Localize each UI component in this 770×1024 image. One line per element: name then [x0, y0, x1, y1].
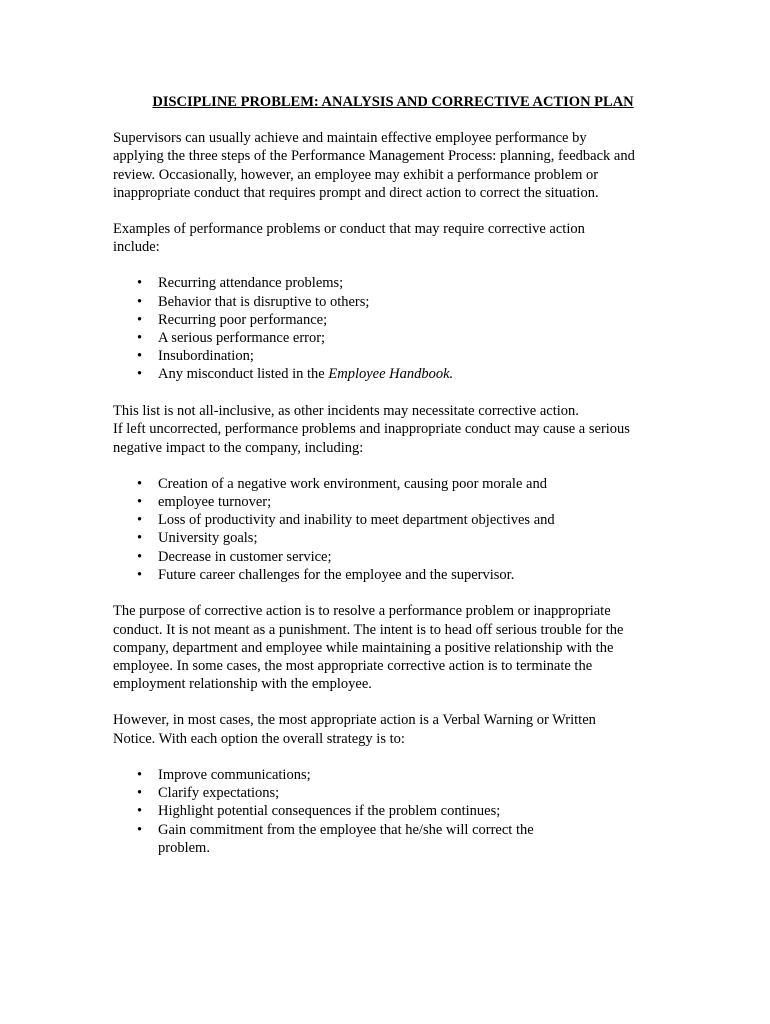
- paragraph-line: Notice. With each option the overall strategy is to:: [113, 730, 405, 747]
- list-item: [113, 475, 673, 493]
- list-item: [113, 529, 673, 547]
- paragraph-line: include:: [113, 239, 160, 256]
- bullet-icon: •: [137, 348, 143, 365]
- paragraph-line: applying the three steps of the Performance Management Process: planning, feedback and: [113, 148, 635, 165]
- paragraph-line: Examples of performance problems or conduct that may require corrective action: [113, 221, 585, 238]
- list-item-text: Gain commitment from the employee that he/she will correct the: [158, 821, 534, 838]
- bullet-icon: •: [137, 821, 143, 838]
- examples-paragraph: [113, 220, 673, 256]
- bullet-icon: •: [137, 566, 143, 583]
- list-item-text: University goals;: [158, 530, 258, 547]
- bullet-icon: •: [137, 330, 143, 347]
- list-item-text: Highlight potential consequences if the problem continues;: [158, 803, 501, 820]
- paragraph-line: review. Occasionally, however, an employee may exhibit a performance problem or: [113, 166, 599, 183]
- bullet-icon: •: [137, 803, 143, 820]
- list-item: [113, 329, 673, 347]
- examples-list: [113, 274, 673, 383]
- list-item: [113, 821, 673, 857]
- list-item-text: problem.: [158, 839, 210, 856]
- handbook-reference: Employee Handbook.: [328, 366, 454, 383]
- document-title: DISCIPLINE PROBLEM: ANALYSIS AND CORRECTIVE ACTION PLAN: [152, 94, 634, 110]
- bullet-icon: •: [137, 530, 143, 547]
- list-item: [113, 493, 673, 511]
- list-item-text: Improve communications;: [158, 766, 311, 783]
- bullet-icon: •: [137, 293, 143, 310]
- list-item-text: employee turnover;: [158, 493, 272, 510]
- paragraph-line: employee. In some cases, the most appropriate corrective action is to terminate the: [113, 658, 593, 675]
- list-item: [113, 347, 673, 365]
- list-item-text: Recurring attendance problems;: [158, 275, 344, 292]
- document-page: [113, 93, 673, 875]
- impact-list: [113, 475, 673, 584]
- list-item: [113, 274, 673, 292]
- list-item-text: Future career challenges for the employee and the supervisor.: [158, 566, 515, 583]
- list-item-text: Decrease in customer service;: [158, 548, 332, 565]
- bullet-icon: •: [137, 766, 143, 783]
- list-item-text: Insubordination;: [158, 348, 254, 365]
- bullet-icon: •: [137, 475, 143, 492]
- impact-paragraph: [113, 402, 673, 457]
- paragraph-line: inappropriate conduct that requires prompt and direct action to correct the situation.: [113, 184, 599, 201]
- bullet-icon: •: [137, 512, 143, 529]
- list-item: [113, 293, 673, 311]
- paragraph-line: Supervisors can usually achieve and maintain effective employee performance by: [113, 130, 587, 147]
- list-item-text: Behavior that is disruptive to others;: [158, 293, 370, 310]
- paragraph-line: However, in most cases, the most appropriate action is a Verbal Warning or Written: [113, 712, 596, 729]
- paragraph-line: negative impact to the company, including:: [113, 439, 364, 456]
- paragraph-line: The purpose of corrective action is to resolve a performance problem or inappropriate: [113, 603, 611, 620]
- purpose-paragraph: [113, 602, 673, 693]
- bullet-icon: •: [137, 548, 143, 565]
- bullet-icon: •: [137, 311, 143, 328]
- intro-paragraph: [113, 129, 673, 202]
- strategy-paragraph: [113, 711, 673, 747]
- list-item: [113, 802, 673, 820]
- paragraph-line: conduct. It is not meant as a punishment. The intent is to head off serious trouble for the: [113, 621, 624, 638]
- list-item: [113, 511, 673, 529]
- bullet-icon: •: [137, 366, 143, 383]
- list-item: [113, 566, 673, 584]
- list-item: [113, 548, 673, 566]
- bullet-icon: •: [137, 275, 143, 292]
- list-item: [113, 365, 673, 383]
- list-item-text: Any misconduct listed in the: [158, 366, 329, 383]
- list-item: [113, 784, 673, 802]
- paragraph-line: employment relationship with the employee.: [113, 676, 372, 693]
- strategy-list: [113, 766, 673, 857]
- list-item-text: Creation of a negative work environment, causing poor morale and: [158, 475, 547, 492]
- paragraph-line: If left uncorrected, performance problems and inappropriate conduct may cause a serious: [113, 421, 630, 438]
- bullet-icon: •: [137, 785, 143, 802]
- list-item: [113, 311, 673, 329]
- list-item-text: Loss of productivity and inability to meet department objectives and: [158, 512, 555, 529]
- paragraph-line: This list is not all-inclusive, as other incidents may necessitate corrective action.: [113, 403, 579, 420]
- paragraph-line: company, department and employee while maintaining a positive relationship with the: [113, 639, 614, 656]
- list-item-text: A serious performance error;: [158, 330, 326, 347]
- list-item-text: Clarify expectations;: [158, 785, 280, 802]
- list-item-text: Recurring poor performance;: [158, 311, 328, 328]
- list-item: [113, 766, 673, 784]
- bullet-icon: •: [137, 493, 143, 510]
